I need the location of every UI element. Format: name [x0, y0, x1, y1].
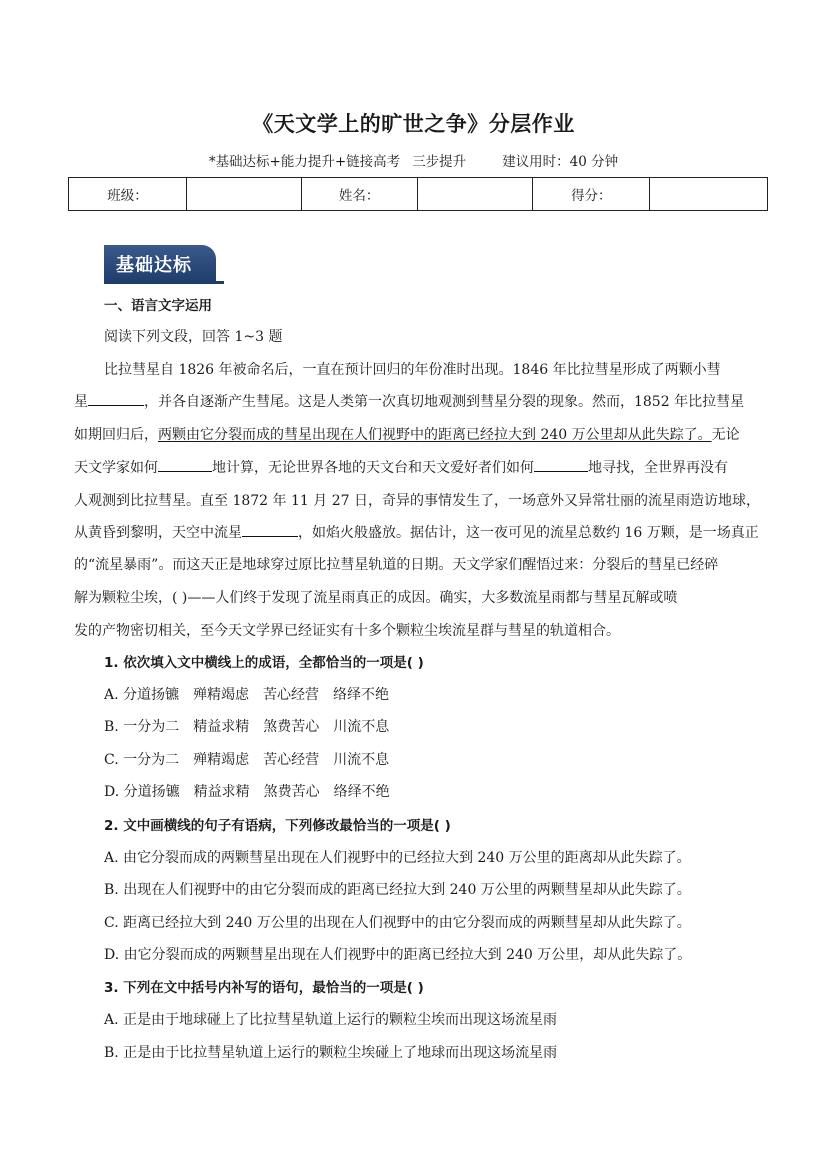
subtitle-time: 建议用时：40 分钟: [502, 154, 619, 170]
blank-3[interactable]: [534, 457, 588, 472]
passage-line-6: 从黄昏到黎明，天空中流星 ，如焰火般盛放。据估计，这一夜可见的流星总数约 16 万颗，是一场真正: [74, 522, 754, 542]
question-2-option-a[interactable]: A. 由它分裂而成的两颗彗星出现在人们视野中的已经拉大到 240 万公里的距离却从此失踪了。: [104, 850, 691, 866]
passage-line-7: 的“流星暴雨”。而这天正是地球穿过原比拉彗星轨道的日期。天文学家们醒悟过来：分裂后的彗星已经碎: [74, 557, 719, 573]
passage-line-5: 人观测到比拉彗星。直至 1872 年 11 月 27 日，奇异的事情发生了，一场意外又异常壮丽的流星雨造访地球，: [74, 493, 760, 509]
section-badge: [104, 245, 224, 283]
section-badge-underline: [104, 281, 224, 284]
question-1-stem: 1. 依次填入文中横线上的成语，全都恰当的一项是( ): [104, 655, 424, 671]
question-2-option-c[interactable]: C. 距离已经拉大到 240 万公里的出现在人们视野中的由它分裂而成的两颗彗星却从此失踪了。: [104, 915, 691, 931]
question-2-option-b[interactable]: B. 出现在人们视野中的由它分裂而成的距离已经拉大到 240 万公里的两颗彗星却从此失踪了。: [104, 882, 691, 898]
question-3-option-a[interactable]: A. 正是由于地球碰上了比拉彗星轨道上运行的颗粒尘埃而出现这场流星雨: [104, 1012, 558, 1028]
passage-line-9: 发的产物密切相关，至今天文学界已经证实有十多个颗粒尘埃流星群与彗星的轨道相合。: [74, 623, 620, 639]
name-label: 姓名：: [301, 178, 417, 211]
passage-line-8: 解为颗粒尘埃，( )——人们终于发现了流星雨真正的成因。确实，大多数流星雨都与彗星瓦解或喷: [74, 590, 678, 606]
part-heading: 一、语言文字运用: [104, 298, 212, 314]
score-field[interactable]: [650, 178, 768, 211]
question-3-option-b[interactable]: B. 正是由于比拉彗星轨道上运行的颗粒尘埃碰上了地球而出现这场流星雨: [104, 1045, 558, 1061]
subtitle-steps: *基础达标+能力提升+链接高考: [208, 154, 401, 170]
blank-4[interactable]: [242, 522, 298, 537]
passage-line-3: 如期回归后，两颗由它分裂而成的彗星出现在人们视野中的距离已经拉大到 240 万公里却从此失踪了。无论: [74, 427, 740, 443]
question-1-option-c[interactable]: C. 一分为二 殚精竭虑 苦心经营 川流不息: [104, 752, 390, 768]
question-1-option-b[interactable]: B. 一分为二 精益求精 煞费苦心 川流不息: [104, 719, 390, 735]
question-3-stem: 3. 下列在文中括号内补写的语句，最恰当的一项是( ): [104, 980, 424, 996]
student-info-table: [68, 177, 768, 211]
question-2-option-d[interactable]: D. 由它分裂而成的两颗彗星出现在人们视野中的距离已经拉大到 240 万公里，却从此失踪了。: [104, 947, 692, 963]
question-1-option-a[interactable]: A. 分道扬镳 殚精竭虑 苦心经营 络绎不绝: [104, 687, 390, 703]
subtitle-three-steps: 三步提升: [412, 154, 467, 170]
instruction: 阅读下列文段，回答 1~3 题: [104, 329, 283, 345]
passage-line-4: 天文学家如何 地计算，无论世界各地的天文台和天文爱好者们如何 地寻找，全世界再没有: [74, 457, 754, 477]
page-title: 《天文学上的旷世之争》分层作业: [252, 111, 575, 136]
blank-2[interactable]: [158, 457, 212, 472]
name-field[interactable]: [417, 178, 533, 211]
section-badge-label: 基础达标: [116, 255, 192, 276]
underlined-sentence: 两颗由它分裂而成的彗星出现在人们视野中的距离已经拉大到 240 万公里却从此失踪了。: [158, 427, 712, 443]
class-field[interactable]: [186, 178, 301, 211]
class-label: 班级：: [69, 178, 187, 211]
blank-1[interactable]: [88, 391, 144, 406]
question-2-stem: 2. 文中画横线的句子有语病，下列修改最恰当的一项是( ): [104, 818, 451, 834]
subtitle: [0, 150, 827, 170]
passage-line-2: 星 ，并各自逐渐产生彗尾。这是人类第一次真切地观测到彗星分裂的现象。然而，1852 年比拉彗星: [74, 391, 754, 411]
question-1-option-d[interactable]: D. 分道扬镳 精益求精 煞费苦心 络绎不绝: [104, 784, 390, 800]
score-label: 得分：: [533, 178, 650, 211]
passage-line-1: 比拉彗星自 1826 年被命名后，一直在预计回归的年份准时出现。1846 年比拉彗星形成了两颗小彗: [104, 362, 721, 378]
